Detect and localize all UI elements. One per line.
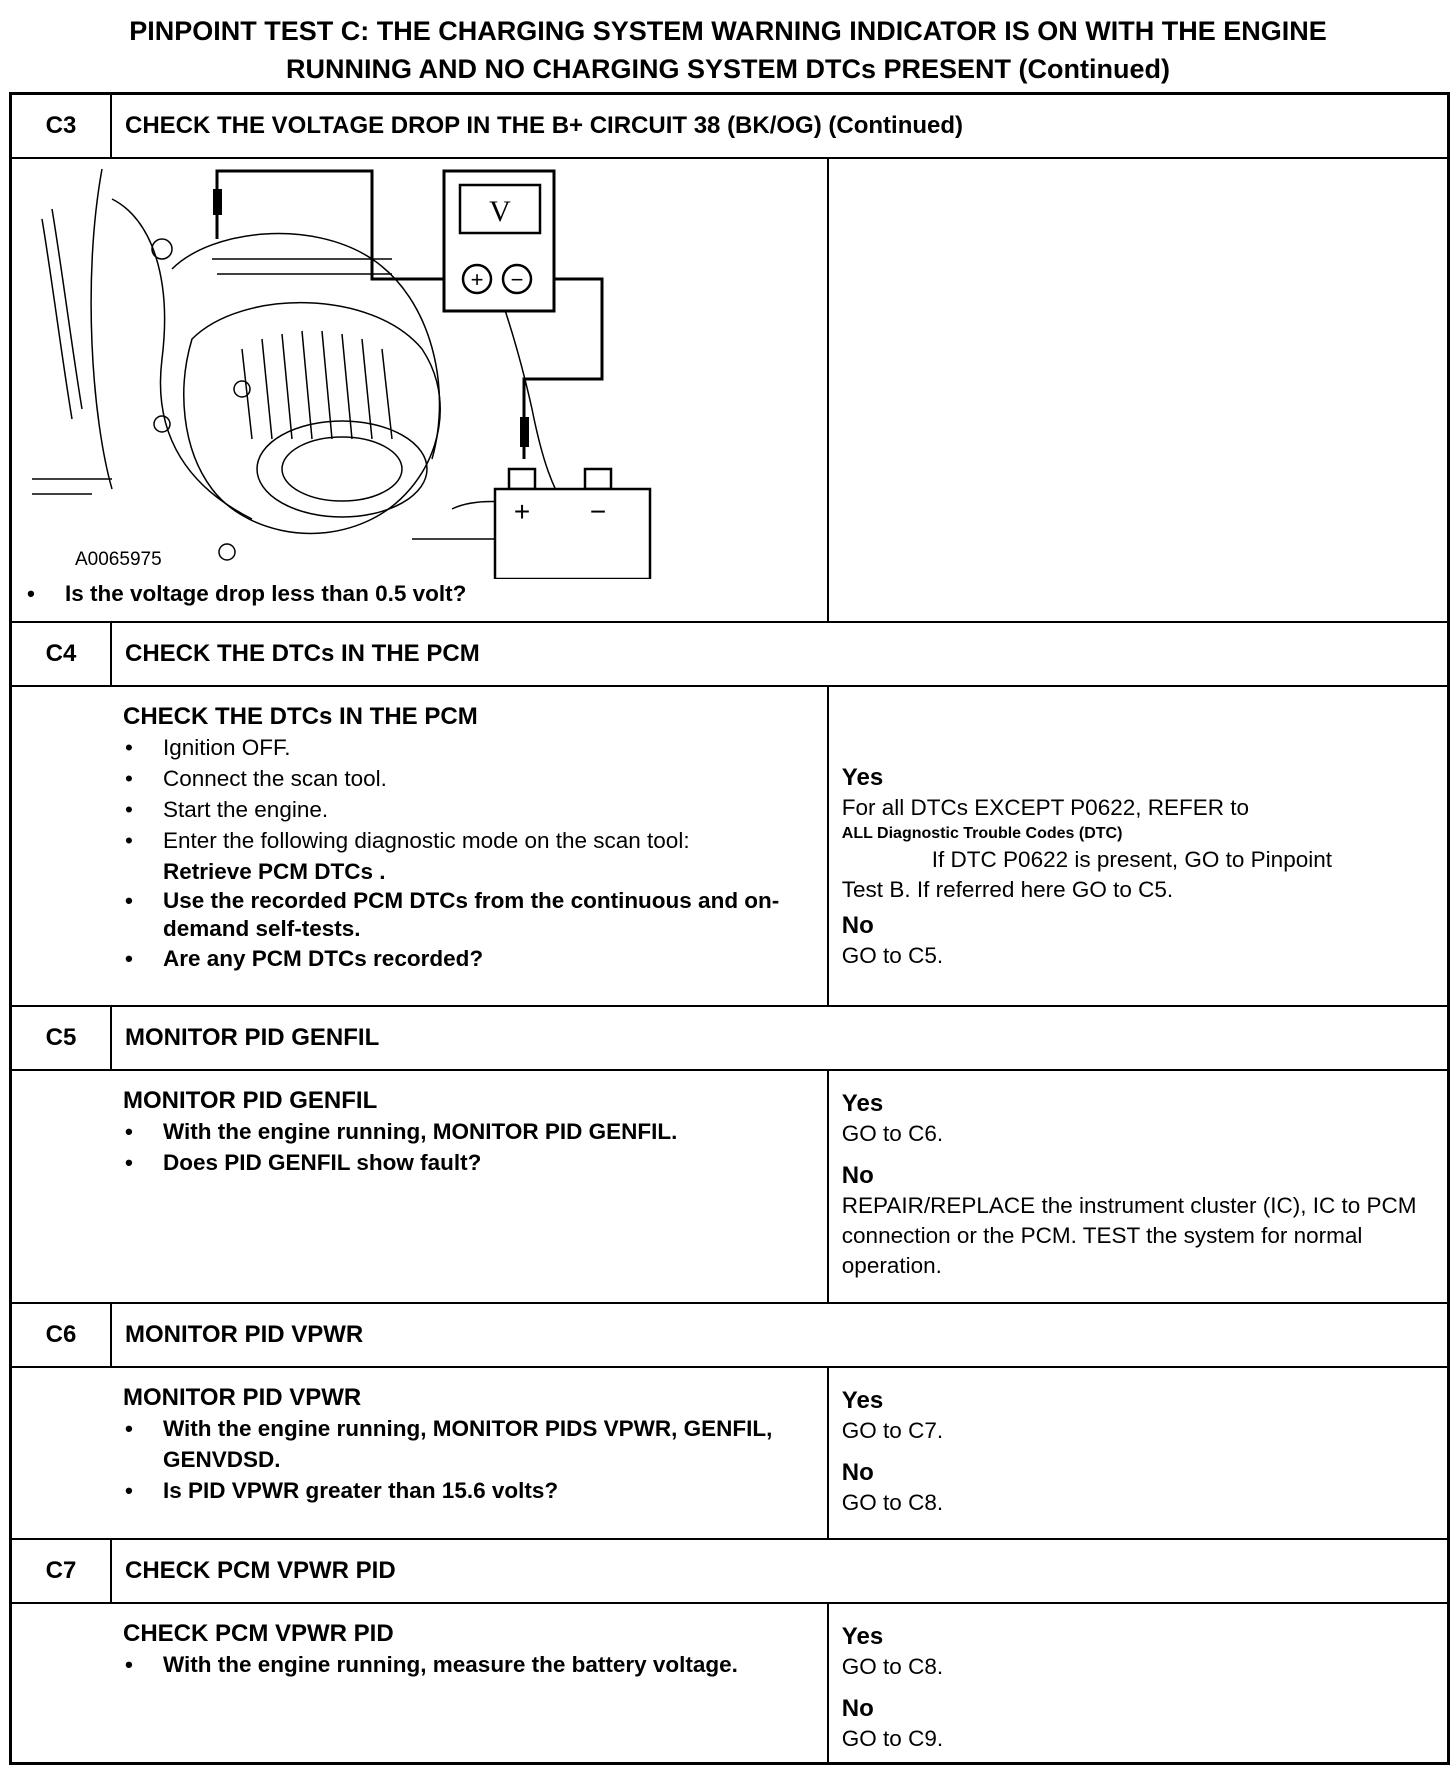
voltage-drop-illustration bbox=[12, 159, 788, 579]
step-header-c4: C4 CHECK THE DTCs IN THE PCM bbox=[11, 622, 1449, 686]
figure-id: A0065975 bbox=[75, 549, 162, 570]
battery-positive: + bbox=[513, 496, 531, 527]
meter-minus-terminal: − bbox=[510, 267, 524, 292]
step-body-c4: CHECK THE DTCs IN THE PCM • Ignition OFF. • Connect the scan tool. • Start the engine. • Enter the following diagnostic mode on the scan tool: Retrieve PCM DTCs . • Use the recorded PCM DTCs from the continuous and on-demand self-tests. • Are any PCM DTCs recorded? Yes For all DTCs EXCEPT P0622, REFER to ALL Diagnostic Trouble Codes (DTC) If DTC P0622 is present, GO to Pinpoint Test B. If referred here GO to C5. No GO to C5. bbox=[11, 686, 1449, 1006]
dtc-reference-link[interactable]: ALL Diagnostic Trouble Codes (DTC) bbox=[841, 825, 1123, 842]
step-body-c3 bbox=[11, 158, 1449, 622]
page-title: PINPOINT TEST C: THE CHARGING SYSTEM WARNING INDICATOR IS ON WITH THE ENGINE RUNNING AND NO CHARGING SYSTEM DTCs PRESENT (Continued) bbox=[129, 16, 1327, 84]
question-c3: • Is the voltage drop less than 0.5 volt? bbox=[65, 581, 466, 607]
step-body-c5: MONITOR PID GENFIL • With the engine running, MONITOR PID GENFIL. • Does PID GENFIL show fault? Yes GO to C6. No REPAIR/REPLACE the instrument cluster (IC), IC to PCM connection or the PCM. TEST the system for normal operation. bbox=[11, 1070, 1449, 1303]
step-body-c6: MONITOR PID VPWR • With the engine running, MONITOR PIDS VPWR, GENFIL, GENVDSD. • Is PID VPWR greater than 15.6 volts? Yes GO to C7. No GO to C8. bbox=[11, 1367, 1449, 1539]
step-body-c7: CHECK PCM VPWR PID • With the engine running, measure the battery voltage. Yes GO to C8. No GO to C9. bbox=[11, 1603, 1449, 1764]
meter-plus-terminal: + bbox=[470, 267, 484, 292]
step-header-c3: C3 CHECK THE VOLTAGE DROP IN THE B+ CIRCUIT 38 (BK/OG) (Continued) bbox=[11, 94, 1449, 159]
pinpoint-test-table bbox=[9, 92, 1450, 1765]
step-header-c7: C7 CHECK PCM VPWR PID bbox=[11, 1539, 1449, 1603]
step-header-c6: C6 MONITOR PID VPWR bbox=[11, 1303, 1449, 1367]
step-header-c5: C5 MONITOR PID GENFIL bbox=[11, 1006, 1449, 1070]
battery-negative: − bbox=[589, 496, 607, 527]
meter-label: V bbox=[489, 195, 511, 228]
